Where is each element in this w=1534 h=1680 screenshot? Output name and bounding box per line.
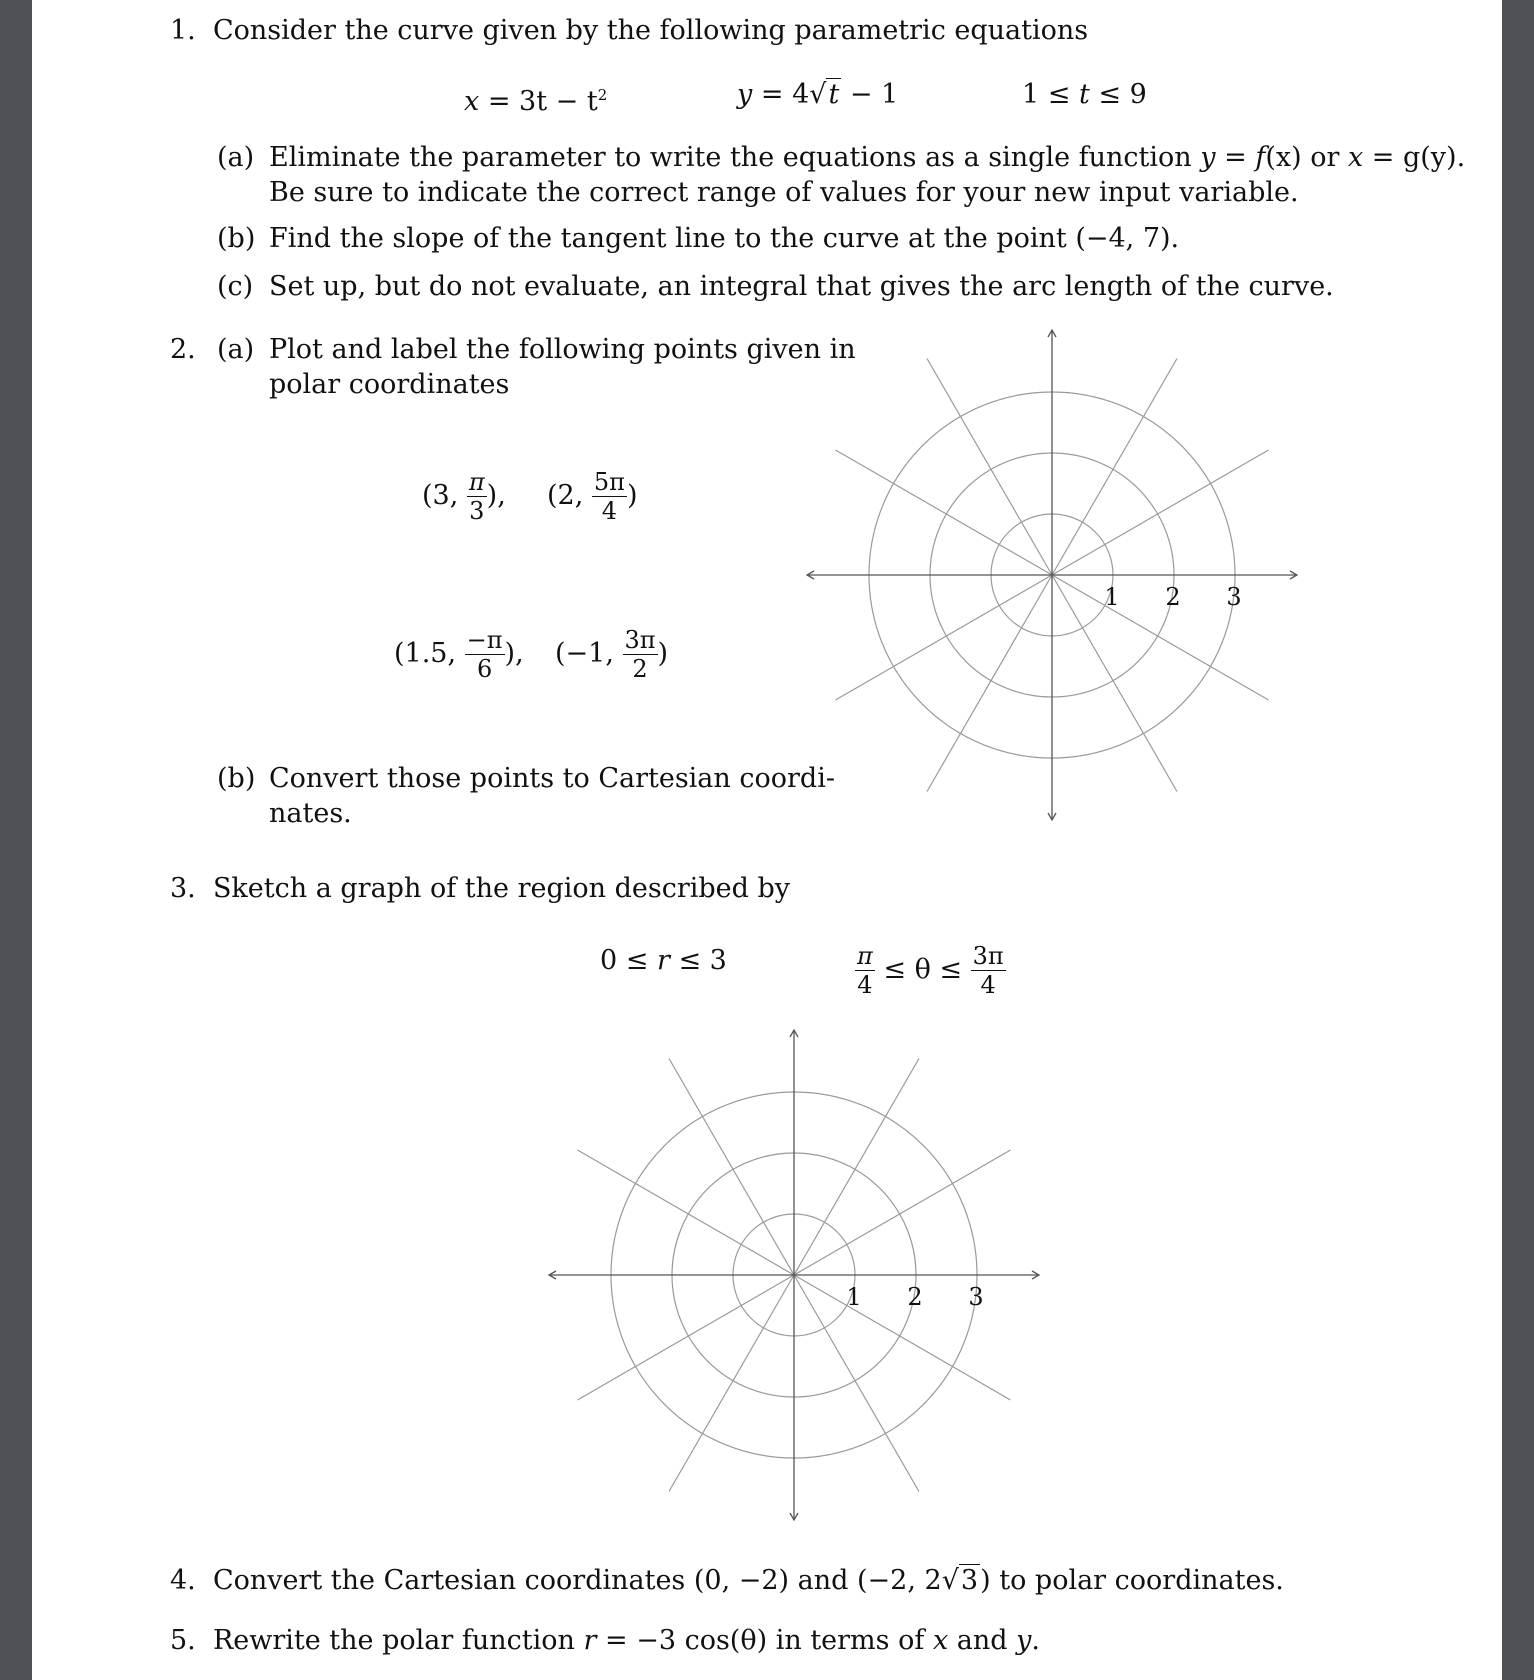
polar-ray-line [836,575,1053,700]
q4-text: 4. Convert the Cartesian coordinates (0, −2) and (−2, 2√3) to polar coordinates. [170,1565,1284,1596]
q3-heading: 3. Sketch a graph of the region described by [170,873,791,904]
q2b-label: (b) [217,763,256,794]
q1-heading [170,14,1088,48]
q1-eq-t: 1 ≤ t ≤ 9 [1022,79,1147,110]
polar-ray-line [578,1150,795,1275]
q2a-label: (a) [217,334,255,365]
q3-r-range: 0 ≤ r ≤ 3 [600,945,727,976]
q1a-label: (a) [217,142,255,173]
polar-ray-line [669,1059,794,1276]
q1b-text: Find the slope of the tangent line to the curve at the point (−4, 7). [269,223,1180,254]
worksheet-page [32,0,1502,1680]
q2-number: 2. [170,334,196,365]
q2a-line2: polar coordinates [269,369,510,400]
polar-ray-line [1052,450,1269,575]
polar-tick-label: 2 [1165,583,1181,611]
polar-tick-label: 3 [1226,583,1242,611]
polar-tick-label: 1 [1104,583,1120,611]
polar-ray-line [669,1275,794,1492]
q1-intro: Consider the curve given by the following parametric equations [212,15,1089,46]
polar-ray-line [578,1275,795,1400]
q2b-line2: nates. [269,798,352,829]
q2-point-2: (2, $\frac{5\pi}{4}$ ) [547,468,638,525]
polar-ray-line [794,1150,1011,1275]
q2-polar-grid [802,320,1302,830]
q5-text: 5. Rewrite the polar function r = −3 cos(θ) in terms of x and y. [170,1625,1040,1656]
q2a-line1: Plot and label the following points given in [269,334,856,365]
polar-tick-label: 2 [907,1283,923,1311]
q1c-label: (c) [217,271,254,302]
sqrt-sign: √t [809,79,840,110]
polar-tick-label: 1 [846,1283,862,1311]
q2b-line1: Convert those points to Cartesian coordi- [269,763,835,794]
q1b-label: (b) [217,223,256,254]
q3-polar-grid [544,1020,1044,1530]
polar-ray-line [927,575,1052,792]
q2-point-4: (−1, $\frac{3\pi}{2}$ ) [555,626,669,683]
q3-theta-range: $\frac{\pi}{4}$ ≤ θ ≤ $\frac{3\pi}{4}$ [857,942,1004,999]
polar-tick-label: 3 [968,1283,984,1311]
q1-eq-y: y = 4√t − 1 [737,79,899,110]
q1a-line1: Eliminate the parameter to write the equations as a single function y = f(x) or x = g(y). [269,142,1466,173]
polar-ray-line [794,1059,919,1276]
polar-ray-line [836,450,1053,575]
q1a-line2: Be sure to indicate the correct range of values for your new input variable. [269,177,1299,208]
q2-point-1: (3, $\frac{\pi}{3}$ ), [422,468,506,525]
q1c-text: Set up, but do not evaluate, an integral that gives the arc length of the curve. [269,271,1334,302]
q2-point-3: (1.5, $\frac{-\pi}{6}$ ), [394,626,524,683]
q1-eq-x: $x = 3t - t^2$ [464,86,608,117]
polar-ray-line [1052,359,1177,576]
polar-ray-line [927,359,1052,576]
q1-number: 1. [170,15,196,46]
